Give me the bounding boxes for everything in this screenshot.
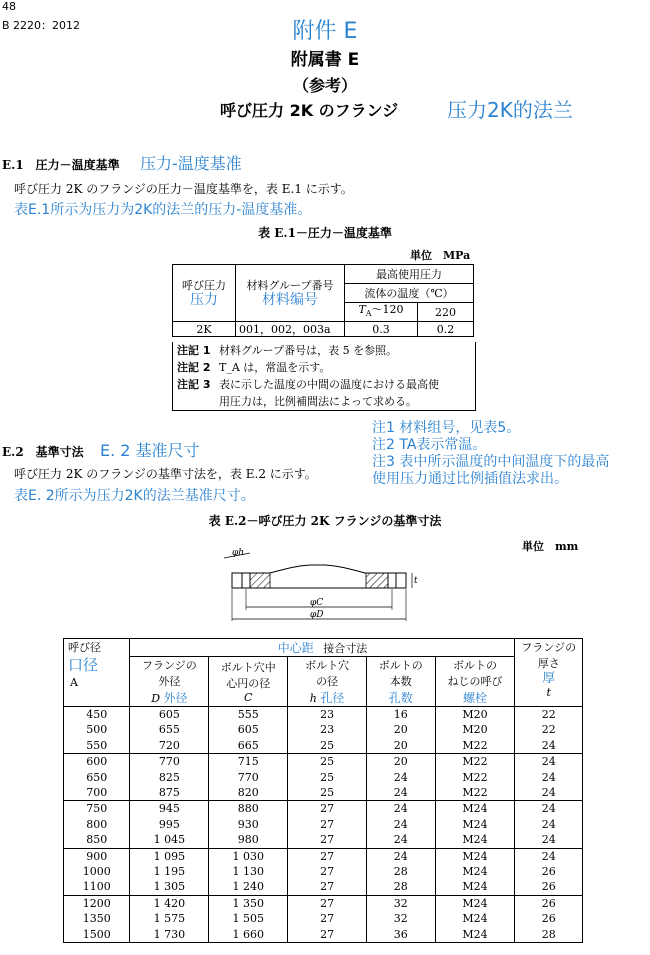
- note-cn-2: 注2 TA表示常温。: [372, 437, 487, 453]
- col-bolt-count-jp2: 本数: [389, 675, 412, 688]
- table-cell: 32: [367, 911, 436, 926]
- table-cell: M24: [435, 895, 515, 911]
- table1-notes: [172, 342, 476, 411]
- table-cell: 24: [515, 832, 583, 848]
- table1-col-pressure-cn: 压力: [190, 291, 218, 308]
- main-title-cn: 压力2K的法兰: [447, 98, 573, 122]
- table1-note: [173, 393, 475, 410]
- section1-heading-cn: 压力-温度基准: [140, 154, 242, 173]
- table-cell: M24: [435, 879, 515, 895]
- table-cell: 26: [515, 895, 583, 911]
- table-cell: 27: [288, 879, 367, 895]
- col-thickness-cn: 厚: [542, 671, 556, 686]
- table-cell: 1 420: [130, 895, 209, 911]
- table-cell: 605: [130, 707, 209, 723]
- col-nominal: [64, 639, 130, 707]
- col-outer-dia-jp1: フランジの: [141, 659, 197, 672]
- table-cell: 1200: [64, 895, 130, 911]
- col-outer-dia-cn: 外径: [163, 691, 188, 705]
- table1-title: 表 E.1－圧力－温度基準: [258, 226, 392, 240]
- joint-dimensions: 接合寸法: [323, 642, 368, 655]
- table1-col-material-jp: 材料グループ番号: [246, 278, 334, 292]
- table-cell: 23: [288, 722, 367, 737]
- table-cell: 24: [515, 801, 583, 817]
- page-number: 48: [2, 0, 16, 13]
- table-cell: 27: [288, 801, 367, 817]
- table-cell: 450: [64, 707, 130, 723]
- col-nominal-jp: 呼び径: [68, 641, 101, 654]
- table1-temp1-sub: A: [365, 309, 372, 319]
- table-cell: 24: [367, 801, 436, 817]
- label-t: t: [414, 576, 418, 586]
- table-cell: 25: [288, 738, 367, 754]
- table-cell: M22: [435, 770, 515, 785]
- table-cell: 1 130: [209, 864, 288, 879]
- table-cell: 1000: [64, 864, 130, 879]
- table-cell: 27: [288, 927, 367, 943]
- section1-heading: E.1 圧力－温度基準: [2, 158, 120, 172]
- table-cell: 24: [367, 832, 436, 848]
- col-thickness-jp2: 厚さ: [537, 657, 560, 670]
- col-thickness-sym: t: [546, 686, 551, 699]
- table-cell: 720: [130, 738, 209, 754]
- note-cn-4: 使用压力通过比例插值法求出。: [372, 471, 568, 487]
- table-e1: [172, 264, 474, 337]
- table-cell: M22: [435, 785, 515, 801]
- table-cell: 36: [367, 927, 436, 943]
- table-cell: M24: [435, 801, 515, 817]
- table-cell: 22: [515, 707, 583, 723]
- table-cell: 26: [515, 911, 583, 926]
- note-key: 注記 3: [177, 378, 211, 391]
- section2-heading-cn: E. 2 基准尺寸: [100, 441, 200, 460]
- center-distance-cn: 中心距: [277, 641, 314, 655]
- table-cell: 1 305: [130, 879, 209, 895]
- bolt-hole-right: [388, 573, 396, 588]
- table-cell: 24: [515, 817, 583, 832]
- table-cell: 1 030: [209, 848, 288, 864]
- col-outer-dia-jp2: 外径: [158, 675, 181, 688]
- table-cell: 600: [64, 754, 130, 770]
- table-cell: 800: [64, 817, 130, 832]
- table-cell: 820: [209, 785, 288, 801]
- col-outer-dia: [130, 657, 209, 707]
- table-row: [64, 770, 583, 785]
- table-cell: M24: [435, 848, 515, 864]
- col-bolt-count-jp1: ボルトの: [378, 659, 423, 672]
- col-bolt-size-jp2: ねじの呼び: [447, 675, 503, 688]
- table-row: [64, 927, 583, 943]
- table-cell: 1 660: [209, 927, 288, 943]
- col-bolt-hole-cn: 孔径: [320, 691, 345, 705]
- table-row: [64, 817, 583, 832]
- table-cell: 24: [367, 817, 436, 832]
- table-cell: 23: [288, 707, 367, 723]
- note-text: 材料グループ番号は，表 5 を参照。: [219, 344, 398, 357]
- table-cell: 1 240: [209, 879, 288, 895]
- col-bolt-hole-sym: h: [309, 692, 317, 705]
- annex-title-jp: 附属書 E: [290, 50, 360, 70]
- table-cell: 770: [209, 770, 288, 785]
- table-cell: 24: [515, 848, 583, 864]
- table-cell: 500: [64, 722, 130, 737]
- table-cell: M24: [435, 911, 515, 926]
- col-thickness: [515, 639, 583, 707]
- main-title-jp: 呼び圧力 2K のフランジ: [220, 101, 399, 120]
- table-cell: 27: [288, 895, 367, 911]
- col-nominal-cn: 口径: [68, 656, 99, 674]
- table-cell: 1100: [64, 879, 130, 895]
- table-cell: 20: [367, 722, 436, 737]
- section2-text-jp: 呼び圧力 2K のフランジの基準寸法を，表 E.2 に示す。: [14, 467, 317, 481]
- annex-title-cn: 附件 E: [292, 19, 358, 44]
- table1-note: [173, 342, 475, 359]
- table-row: [64, 754, 583, 770]
- col-bolt-size-cn: 螺栓: [463, 691, 488, 705]
- hatch-right: [366, 573, 388, 588]
- table-cell: 27: [288, 832, 367, 848]
- table-cell: 655: [130, 722, 209, 737]
- table-cell: 900: [64, 848, 130, 864]
- table-row: [64, 785, 583, 801]
- table-cell: 715: [209, 754, 288, 770]
- table1-cell: 0.3: [345, 322, 418, 337]
- table-cell: M24: [435, 864, 515, 879]
- table-cell: 1 045: [130, 832, 209, 848]
- table-cell: 875: [130, 785, 209, 801]
- table1-unit: 単位 MPa: [410, 249, 471, 262]
- table-cell: 1 350: [209, 895, 288, 911]
- bolt-hole-left: [242, 573, 250, 588]
- col-bolt-count: [367, 657, 436, 707]
- table-row: [64, 879, 583, 895]
- table-cell: 27: [288, 817, 367, 832]
- col-bolt-size-jp1: ボルトの: [453, 659, 497, 672]
- table-cell: 700: [64, 785, 130, 801]
- table1-fluid-temp: 流体の温度（℃）: [345, 284, 474, 303]
- table-cell: 24: [367, 770, 436, 785]
- table-cell: 28: [367, 864, 436, 879]
- standard-number: B 2220：2012: [2, 19, 81, 32]
- label-c: φC: [310, 598, 324, 608]
- table1-col-pressure: [173, 265, 236, 322]
- table-cell: 825: [130, 770, 209, 785]
- table1-temp1-sym: T: [358, 303, 366, 317]
- note-key: 注記 2: [177, 361, 211, 374]
- table2-title: 表 E.2－呼び圧力 2K フランジの基準寸法: [208, 514, 442, 528]
- table-cell: 27: [288, 864, 367, 879]
- hatch-left: [250, 573, 270, 588]
- table-cell: 650: [64, 770, 130, 785]
- section2-text-cn: 表E. 2所示为压力2K的法兰基准尺寸。: [14, 488, 255, 504]
- table1-col-material-cn: 材料编号: [262, 291, 318, 308]
- table-cell: M20: [435, 707, 515, 723]
- table-row: [64, 722, 583, 737]
- table-cell: 22: [515, 722, 583, 737]
- table-cell: 26: [515, 879, 583, 895]
- label-d: φD: [310, 610, 324, 620]
- reference-label: （参考）: [292, 76, 357, 95]
- table-row: [64, 911, 583, 926]
- note-text: 表に示した温度の中間の温度における最高使: [219, 378, 439, 391]
- col-joint-group: [130, 639, 515, 657]
- table-cell: 26: [515, 864, 583, 879]
- col-bolt-circle-jp2: 心円の径: [226, 677, 271, 690]
- table-cell: 24: [515, 785, 583, 801]
- table1-note: [173, 376, 475, 393]
- table-cell: M24: [435, 927, 515, 943]
- note-text: 用圧力は，比例補間法によって求める。: [219, 395, 417, 408]
- table-cell: 930: [209, 817, 288, 832]
- table2-body: [64, 707, 583, 943]
- label-h: φh: [232, 548, 245, 558]
- table-cell: 555: [209, 707, 288, 723]
- table-cell: 1 505: [209, 911, 288, 926]
- col-bolt-hole: [288, 657, 367, 707]
- table-cell: 1500: [64, 927, 130, 943]
- table-row: [64, 832, 583, 848]
- table-cell: 1 575: [130, 911, 209, 926]
- table-cell: 24: [367, 785, 436, 801]
- table1-cell: 0.2: [418, 322, 474, 337]
- table1-temp2: 220: [418, 303, 474, 322]
- table-cell: M20: [435, 722, 515, 737]
- table-row: [64, 895, 583, 911]
- col-thickness-jp1: フランジの: [521, 641, 577, 654]
- table-cell: 850: [64, 832, 130, 848]
- table-cell: 20: [367, 738, 436, 754]
- section1-text-jp: 呼び圧力 2K のフランジの圧力－温度基準を，表 E.1 に示す。: [14, 182, 353, 196]
- table-cell: 665: [209, 738, 288, 754]
- table-cell: 605: [209, 722, 288, 737]
- note-cn-1: 注1 材料组号，见表5。: [372, 420, 521, 436]
- table-row: [64, 738, 583, 754]
- col-bolt-size: [435, 657, 515, 707]
- table-row: [64, 707, 583, 723]
- table-cell: 16: [367, 707, 436, 723]
- table1-col-pressure-jp: 呼び圧力: [182, 278, 226, 292]
- col-bolt-count-cn: 孔数: [388, 691, 413, 705]
- table-cell: 28: [515, 927, 583, 943]
- table-cell: M24: [435, 832, 515, 848]
- table-cell: 550: [64, 738, 130, 754]
- table-cell: 24: [515, 738, 583, 754]
- table-cell: 995: [130, 817, 209, 832]
- table-cell: 32: [367, 895, 436, 911]
- table-cell: M22: [435, 738, 515, 754]
- col-outer-dia-sym: D: [151, 692, 161, 705]
- table1-cell: 001，002，003a: [236, 322, 345, 337]
- table2-unit: 単位 mm: [522, 540, 579, 553]
- col-bolt-hole-jp2: の径: [316, 675, 339, 688]
- note-text: T_A は，常温を示す。: [219, 361, 331, 374]
- table1-cell: 2K: [173, 322, 236, 337]
- table-cell: 24: [515, 770, 583, 785]
- table1-max-pressure: 最高使用圧力: [345, 265, 474, 284]
- col-bolt-circle-jp1: ボルト穴中: [220, 661, 276, 674]
- table1-note: [173, 359, 475, 376]
- table-cell: 25: [288, 785, 367, 801]
- table-row: [64, 801, 583, 817]
- table-cell: 27: [288, 848, 367, 864]
- table-cell: 880: [209, 801, 288, 817]
- note-key: 注記 1: [177, 344, 211, 357]
- table-e2: [63, 638, 583, 943]
- table1-col-material: [236, 265, 345, 322]
- section1-text-cn: 表E.1所示为压力为2K的法兰的压力-温度基准。: [14, 202, 312, 218]
- table-cell: 24: [367, 848, 436, 864]
- table1-temp1: [345, 303, 418, 322]
- note-cn-3: 注3 表中所示温度的中间温度下的最高: [372, 454, 610, 470]
- col-nominal-sym: A: [70, 676, 78, 689]
- flange-diagram: [200, 545, 430, 625]
- table-cell: 25: [288, 770, 367, 785]
- table-cell: 20: [367, 754, 436, 770]
- table-cell: 1350: [64, 911, 130, 926]
- table-cell: 27: [288, 911, 367, 926]
- col-bolt-circle-sym: C: [244, 691, 253, 704]
- table-cell: 28: [367, 879, 436, 895]
- table-cell: 25: [288, 754, 367, 770]
- table-row: [64, 848, 583, 864]
- col-bolt-circle: [209, 657, 288, 707]
- table-cell: 1 730: [130, 927, 209, 943]
- table1-temp1-range: ～120: [371, 303, 404, 317]
- col-bolt-hole-jp1: ボルト穴: [305, 659, 350, 672]
- table-cell: 24: [515, 754, 583, 770]
- table-cell: 750: [64, 801, 130, 817]
- table-cell: 980: [209, 832, 288, 848]
- section2-heading: E.2 基準寸法: [2, 445, 84, 459]
- table-cell: M22: [435, 754, 515, 770]
- table-row: [64, 864, 583, 879]
- table-cell: 770: [130, 754, 209, 770]
- table-cell: 1 095: [130, 848, 209, 864]
- table-cell: M24: [435, 817, 515, 832]
- table-cell: 1 195: [130, 864, 209, 879]
- table-cell: 945: [130, 801, 209, 817]
